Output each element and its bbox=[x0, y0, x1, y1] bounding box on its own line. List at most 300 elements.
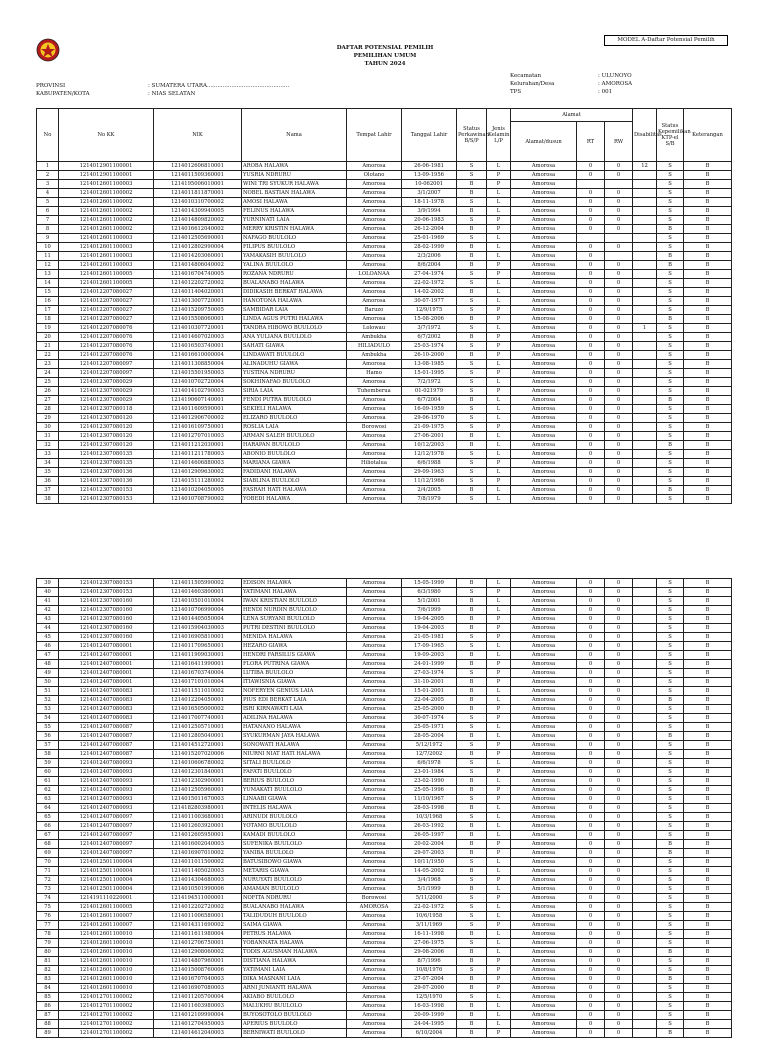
cell-no: 78 bbox=[37, 930, 59, 939]
cell-jenis-kelamin: L bbox=[487, 297, 511, 306]
cell-nama: KAMADI BUULOLO bbox=[242, 831, 347, 840]
model-label: MODEL A-Daftar Potensial Pemilih bbox=[604, 35, 728, 46]
cell-status-ktp: S bbox=[657, 243, 684, 252]
cell-disabilitas bbox=[633, 615, 657, 624]
cell-tempat-lahir: Amorosa bbox=[347, 687, 402, 696]
cell-jenis-kelamin: L bbox=[487, 432, 511, 441]
table-row bbox=[37, 759, 732, 768]
cell-tanggal-lahir: 12/9/1975 bbox=[402, 306, 457, 315]
cell-disabilitas bbox=[633, 588, 657, 597]
cell-nik: 1214016505000002 bbox=[154, 705, 242, 714]
cell-no: 63 bbox=[37, 795, 59, 804]
cell-nokk: 1214012601100002 bbox=[59, 198, 154, 207]
cell-alamat-dusun: Amorosa bbox=[511, 288, 577, 297]
cell-status-ktp: S bbox=[657, 651, 684, 660]
cell-keterangan: B bbox=[684, 768, 732, 777]
cell-tempat-lahir: Amorosa bbox=[347, 795, 402, 804]
cell-status-ktp: S bbox=[657, 768, 684, 777]
cell-rt: 0 bbox=[577, 369, 605, 378]
cell-rw: 0 bbox=[605, 198, 633, 207]
table-row bbox=[37, 948, 732, 957]
cell-nik: 1214015209750005 bbox=[154, 306, 242, 315]
cell-rw: 0 bbox=[605, 432, 633, 441]
cell-rt: 0 bbox=[577, 849, 605, 858]
cell-rw: 0 bbox=[605, 813, 633, 822]
cell-no: 3 bbox=[37, 180, 59, 189]
cell-no: 50 bbox=[37, 678, 59, 687]
cell-status-ktp: S bbox=[657, 669, 684, 678]
cell-keterangan: B bbox=[684, 333, 732, 342]
cell-jenis-kelamin: L bbox=[487, 687, 511, 696]
cell-rt: 0 bbox=[577, 297, 605, 306]
cell-nokk: 1214012407080093 bbox=[59, 777, 154, 786]
cell-status-perkawinan: B bbox=[457, 984, 487, 993]
cell-tempat-lahir: Amorosa bbox=[347, 993, 402, 1002]
cell-status-ktp: S bbox=[657, 387, 684, 396]
cell-no: 42 bbox=[37, 606, 59, 615]
table-row bbox=[37, 441, 732, 450]
cell-tanggal-lahir: 8/6/2004 bbox=[402, 261, 457, 270]
cell-status-ktp: S bbox=[657, 171, 684, 180]
table-row bbox=[37, 903, 732, 912]
table-row bbox=[37, 885, 732, 894]
cell-nokk: 1214012601100005 bbox=[59, 279, 154, 288]
cell-status-ktp: B bbox=[657, 975, 684, 984]
table-row bbox=[37, 795, 732, 804]
cell-nik: 1214014203060001 bbox=[154, 252, 242, 261]
cell-tanggal-lahir: 25-05-1971 bbox=[402, 723, 457, 732]
cell-alamat-dusun: Amorosa bbox=[511, 405, 577, 414]
kecamatan-value: : ULUNOYO bbox=[598, 73, 632, 79]
cell-nama: YOBEDI HALAWA bbox=[242, 495, 347, 504]
cell-jenis-kelamin: P bbox=[487, 975, 511, 984]
cell-no: 1 bbox=[37, 162, 59, 171]
cell-rw: 0 bbox=[605, 750, 633, 759]
cell-disabilitas bbox=[633, 930, 657, 939]
cell-rt: 0 bbox=[577, 813, 605, 822]
cell-no: 73 bbox=[37, 885, 59, 894]
cell-nik: 1214011006580001 bbox=[154, 912, 242, 921]
cell-tempat-lahir: Amorosa bbox=[347, 768, 402, 777]
table-row bbox=[37, 642, 732, 651]
cell-nokk: 1214012601100007 bbox=[59, 912, 154, 921]
cell-tanggal-lahir: 18-11-1978 bbox=[402, 198, 457, 207]
document-title bbox=[300, 44, 470, 68]
cell-status-ktp: S bbox=[657, 234, 684, 243]
cell-rt: 0 bbox=[577, 405, 605, 414]
cell-disabilitas bbox=[633, 252, 657, 261]
cell-tempat-lahir: Amorosa bbox=[347, 642, 402, 651]
cell-rw: 0 bbox=[605, 885, 633, 894]
cell-status-ktp: S bbox=[657, 351, 684, 360]
cell-nokk: 1214012601100003 bbox=[59, 180, 154, 189]
cell-tanggal-lahir: 6/10/2004 bbox=[402, 1029, 457, 1038]
cell-rt: 0 bbox=[577, 351, 605, 360]
cell-disabilitas bbox=[633, 705, 657, 714]
cell-nama: LENA SURYANI BUULOLO bbox=[242, 615, 347, 624]
cell-status-perkawinan: S bbox=[457, 405, 487, 414]
cell-rt: 0 bbox=[577, 705, 605, 714]
cell-tanggal-lahir: 7/6/1999 bbox=[402, 606, 457, 615]
cell-no: 60 bbox=[37, 768, 59, 777]
cell-rw: 0 bbox=[605, 993, 633, 1002]
cell-status-ktp: S bbox=[657, 405, 684, 414]
cell-nik: 1214011505990002 bbox=[154, 579, 242, 588]
cell-nama: ALINADUHU GIAWA bbox=[242, 360, 347, 369]
cell-status-ktp: S bbox=[657, 597, 684, 606]
cell-tanggal-lahir: 22-02-1972 bbox=[402, 903, 457, 912]
cell-jenis-kelamin: L bbox=[487, 495, 511, 504]
cell-nokk: 1214012601100010 bbox=[59, 939, 154, 948]
cell-status-ktp: S bbox=[657, 162, 684, 171]
cell-status-perkawinan: B bbox=[457, 180, 487, 189]
table-row bbox=[37, 606, 732, 615]
cell-tempat-lahir: Amorosa bbox=[347, 252, 402, 261]
cell-disabilitas bbox=[633, 768, 657, 777]
cell-nama: ELIZARO BUULOLO bbox=[242, 414, 347, 423]
cell-alamat-dusun: Amorosa bbox=[511, 216, 577, 225]
cell-nama: LINDAWATI BUULOLO bbox=[242, 351, 347, 360]
cell-tempat-lahir: Lolowau bbox=[347, 324, 402, 333]
cell-nik: 1214182803980001 bbox=[154, 804, 242, 813]
cell-tempat-lahir: Amorosa bbox=[347, 1011, 402, 1020]
cell-alamat-dusun: Amorosa bbox=[511, 486, 577, 495]
cell-keterangan: B bbox=[684, 777, 732, 786]
cell-jenis-kelamin: P bbox=[487, 615, 511, 624]
cell-alamat-dusun: Amorosa bbox=[511, 642, 577, 651]
cell-status-ktp: B bbox=[657, 225, 684, 234]
cell-tempat-lahir: Amorosa bbox=[347, 885, 402, 894]
cell-rw: 0 bbox=[605, 633, 633, 642]
cell-status-perkawinan: B bbox=[457, 1020, 487, 1029]
cell-status-perkawinan: S bbox=[457, 795, 487, 804]
cell-rt: 0 bbox=[577, 414, 605, 423]
cell-jenis-kelamin: L bbox=[487, 279, 511, 288]
cell-rt: 0 bbox=[577, 966, 605, 975]
table-row bbox=[37, 1029, 732, 1038]
cell-alamat-dusun: Amorosa bbox=[511, 342, 577, 351]
cell-nokk: 1214012407080083 bbox=[59, 705, 154, 714]
table-row bbox=[37, 597, 732, 606]
cell-status-perkawinan: S bbox=[457, 162, 487, 171]
cell-status-ktp: S bbox=[657, 642, 684, 651]
cell-alamat-dusun: Amorosa bbox=[511, 939, 577, 948]
cell-rw: 0 bbox=[605, 948, 633, 957]
table-row bbox=[37, 624, 732, 633]
cell-tanggal-lahir: 6/3/1980 bbox=[402, 588, 457, 597]
cell-no: 75 bbox=[37, 903, 59, 912]
cell-status-ktp: S bbox=[657, 705, 684, 714]
cell-no: 13 bbox=[37, 270, 59, 279]
cell-nik: 1214016503740001 bbox=[154, 342, 242, 351]
cell-disabilitas bbox=[633, 642, 657, 651]
cell-no: 80 bbox=[37, 948, 59, 957]
table-row bbox=[37, 804, 732, 813]
cell-disabilitas bbox=[633, 696, 657, 705]
cell-nama: PUTRI DESTINI BUULOLO bbox=[242, 624, 347, 633]
cell-jenis-kelamin: L bbox=[487, 597, 511, 606]
cell-rw: 0 bbox=[605, 804, 633, 813]
cell-tanggal-lahir: 3/9/1994 bbox=[402, 207, 457, 216]
cell-nik: 1214012302900001 bbox=[154, 777, 242, 786]
cell-no: 49 bbox=[37, 669, 59, 678]
cell-tanggal-lahir: 29-06-1970 bbox=[402, 414, 457, 423]
cell-no: 45 bbox=[37, 633, 59, 642]
cell-disabilitas bbox=[633, 867, 657, 876]
cell-disabilitas bbox=[633, 360, 657, 369]
cell-no: 35 bbox=[37, 468, 59, 477]
table-row bbox=[37, 849, 732, 858]
cell-rw: 0 bbox=[605, 696, 633, 705]
cell-rt: 0 bbox=[577, 660, 605, 669]
cell-tanggal-lahir: 28-02-1999 bbox=[402, 243, 457, 252]
cell-nokk: 1214012601100010 bbox=[59, 984, 154, 993]
cell-status-ktp: B bbox=[657, 849, 684, 858]
col-keterangan: Keterangan bbox=[684, 109, 732, 162]
table-row bbox=[37, 297, 732, 306]
cell-alamat-dusun: Amorosa bbox=[511, 606, 577, 615]
cell-rw: 0 bbox=[605, 297, 633, 306]
cell-tempat-lahir: Amorosa bbox=[347, 777, 402, 786]
cell-tempat-lahir: Amorosa bbox=[347, 849, 402, 858]
cell-disabilitas bbox=[633, 993, 657, 1002]
cell-jenis-kelamin: L bbox=[487, 414, 511, 423]
cell-status-ktp: S bbox=[657, 795, 684, 804]
cell-no: 28 bbox=[37, 405, 59, 414]
cell-nama: ADILINA HALAWA bbox=[242, 714, 347, 723]
cell-no: 72 bbox=[37, 876, 59, 885]
cell-no: 51 bbox=[37, 687, 59, 696]
cell-nama: SAHATI GIAWA bbox=[242, 342, 347, 351]
cell-status-ktp: S bbox=[657, 750, 684, 759]
cell-nama: DIDIKASIH BERKAT HALAWA bbox=[242, 288, 347, 297]
cell-no: 48 bbox=[37, 660, 59, 669]
cell-alamat-dusun: Amorosa bbox=[511, 912, 577, 921]
cell-status-ktp: S bbox=[657, 369, 684, 378]
cell-tempat-lahir: Amorosa bbox=[347, 297, 402, 306]
table-row bbox=[37, 306, 732, 315]
cell-nokk: 1214012307080029 bbox=[59, 378, 154, 387]
cell-jenis-kelamin: P bbox=[487, 477, 511, 486]
cell-status-perkawinan: S bbox=[457, 759, 487, 768]
cell-keterangan: B bbox=[684, 477, 732, 486]
cell-nama: MALUKHU BUULOLO bbox=[242, 1002, 347, 1011]
cell-disabilitas bbox=[633, 432, 657, 441]
cell-nokk: 1214012601100002 bbox=[59, 225, 154, 234]
cell-rt: 0 bbox=[577, 993, 605, 1002]
cell-status-perkawinan: S bbox=[457, 939, 487, 948]
kelurahan-value: : AMOROSA bbox=[598, 81, 633, 87]
cell-keterangan: B bbox=[684, 234, 732, 243]
table-row bbox=[37, 651, 732, 660]
cell-alamat-dusun: Amorosa bbox=[511, 651, 577, 660]
cell-nokk: 1214012601100007 bbox=[59, 921, 154, 930]
cell-status-perkawinan: B bbox=[457, 822, 487, 831]
cell-tempat-lahir: Amorosa bbox=[347, 741, 402, 750]
cell-status-perkawinan: B bbox=[457, 651, 487, 660]
cell-status-perkawinan: S bbox=[457, 588, 487, 597]
cell-tanggal-lahir: 29-07-2003 bbox=[402, 849, 457, 858]
cell-disabilitas bbox=[633, 975, 657, 984]
cell-status-ktp: S bbox=[657, 903, 684, 912]
cell-no: 87 bbox=[37, 1011, 59, 1020]
cell-tanggal-lahir: 27-06-1975 bbox=[402, 939, 457, 948]
cell-nik: 1214015011670003 bbox=[154, 795, 242, 804]
cell-nokk: 1214012701100002 bbox=[59, 1002, 154, 1011]
cell-jenis-kelamin: P bbox=[487, 351, 511, 360]
cell-jenis-kelamin: L bbox=[487, 189, 511, 198]
cell-tanggal-lahir: 5/1/2001 bbox=[402, 597, 457, 606]
cell-tempat-lahir: Borowosi bbox=[347, 423, 402, 432]
cell-tempat-lahir: Amorosa bbox=[347, 750, 402, 759]
cell-rt: 0 bbox=[577, 198, 605, 207]
cell-tempat-lahir: Amorosa bbox=[347, 207, 402, 216]
cell-tanggal-lahir: 14-02-2002 bbox=[402, 288, 457, 297]
cell-rt: 0 bbox=[577, 441, 605, 450]
cell-nokk: 1214012207080097 bbox=[59, 369, 154, 378]
cell-jenis-kelamin: P bbox=[487, 957, 511, 966]
cell-disabilitas bbox=[633, 450, 657, 459]
table-row bbox=[37, 750, 732, 759]
cell-nik: 1214012505710001 bbox=[154, 723, 242, 732]
cell-status-perkawinan: S bbox=[457, 198, 487, 207]
cell-jenis-kelamin: L bbox=[487, 696, 511, 705]
table-row bbox=[37, 369, 732, 378]
cell-nokk: 1214012701100002 bbox=[59, 1029, 154, 1038]
cell-status-perkawinan: S bbox=[457, 723, 487, 732]
cell-nik: 1214010204050005 bbox=[154, 486, 242, 495]
cell-keterangan: B bbox=[684, 243, 732, 252]
cell-tempat-lahir: Amorosa bbox=[347, 633, 402, 642]
cell-status-perkawinan: S bbox=[457, 768, 487, 777]
cell-keterangan: B bbox=[684, 1011, 732, 1020]
cell-nik: 1214016905810001 bbox=[154, 633, 242, 642]
cell-rt: 0 bbox=[577, 216, 605, 225]
cell-rw: 0 bbox=[605, 369, 633, 378]
cell-rt: 0 bbox=[577, 750, 605, 759]
cell-status-perkawinan: S bbox=[457, 813, 487, 822]
cell-keterangan: B bbox=[684, 993, 732, 1002]
cell-no: 88 bbox=[37, 1020, 59, 1029]
table-row bbox=[37, 495, 732, 504]
cell-nokk: 1214012601100002 bbox=[59, 207, 154, 216]
cell-no: 61 bbox=[37, 777, 59, 786]
provinsi-value: : SUMATERA UTARA............................................... bbox=[148, 83, 290, 89]
cell-jenis-kelamin: L bbox=[487, 822, 511, 831]
cell-nokk: 1214012407080093 bbox=[59, 759, 154, 768]
cell-status-ktp: S bbox=[657, 885, 684, 894]
cell-nokk: 1214012407080083 bbox=[59, 696, 154, 705]
cell-status-perkawinan: B bbox=[457, 957, 487, 966]
cell-no: 54 bbox=[37, 714, 59, 723]
table-row bbox=[37, 252, 732, 261]
cell-keterangan: B bbox=[684, 297, 732, 306]
cell-tanggal-lahir: 6/6/1988 bbox=[402, 459, 457, 468]
cell-disabilitas bbox=[633, 1002, 657, 1011]
table-row bbox=[37, 867, 732, 876]
cell-nokk: 1214012207080027 bbox=[59, 306, 154, 315]
cell-disabilitas bbox=[633, 741, 657, 750]
cell-alamat-dusun: Amorosa bbox=[511, 414, 577, 423]
cell-rw: 0 bbox=[605, 903, 633, 912]
cell-rt: 0 bbox=[577, 423, 605, 432]
cell-nama: FLORA PUTRINA GIAWA bbox=[242, 660, 347, 669]
cell-jenis-kelamin: L bbox=[487, 486, 511, 495]
cell-disabilitas bbox=[633, 261, 657, 270]
cell-keterangan: B bbox=[684, 696, 732, 705]
cell-no: 81 bbox=[37, 957, 59, 966]
cell-nokk: 1214012407080097 bbox=[59, 822, 154, 831]
cell-rw: 0 bbox=[605, 360, 633, 369]
cell-disabilitas bbox=[633, 660, 657, 669]
cell-status-perkawinan: S bbox=[457, 360, 487, 369]
cell-disabilitas bbox=[633, 333, 657, 342]
cell-disabilitas bbox=[633, 387, 657, 396]
cell-nama: PIUS EDI BERKAT LAIA bbox=[242, 696, 347, 705]
cell-tanggal-lahir: 11/10/1967 bbox=[402, 795, 457, 804]
cell-jenis-kelamin: L bbox=[487, 885, 511, 894]
cell-nik: 1214012606810001 bbox=[154, 162, 242, 171]
cell-rw: 0 bbox=[605, 732, 633, 741]
table-row bbox=[37, 423, 732, 432]
cell-rw: 0 bbox=[605, 831, 633, 840]
cell-rw: 0 bbox=[605, 396, 633, 405]
cell-jenis-kelamin: L bbox=[487, 1020, 511, 1029]
cell-disabilitas bbox=[633, 423, 657, 432]
cell-disabilitas bbox=[633, 468, 657, 477]
cell-nama: MENIDA HALAWA bbox=[242, 633, 347, 642]
cell-no: 6 bbox=[37, 207, 59, 216]
cell-tanggal-lahir: 12/7/2002 bbox=[402, 750, 457, 759]
cell-nokk: 1214012901100001 bbox=[59, 162, 154, 171]
cell-nokk: 1214012407080097 bbox=[59, 840, 154, 849]
table-row bbox=[37, 768, 732, 777]
cell-nama: ARNI JUNIANTI HALAWA bbox=[242, 984, 347, 993]
cell-jenis-kelamin: L bbox=[487, 207, 511, 216]
cell-keterangan: B bbox=[684, 912, 732, 921]
cell-jenis-kelamin: P bbox=[487, 921, 511, 930]
cell-nik: 1214012204050001 bbox=[154, 696, 242, 705]
cell-nama: LINAABI GIAWA bbox=[242, 795, 347, 804]
cell-status-ktp: S bbox=[657, 615, 684, 624]
cell-tanggal-lahir: 27-03-1974 bbox=[402, 669, 457, 678]
cell-tanggal-lahir: 19-04-2003 bbox=[402, 624, 457, 633]
cell-jenis-kelamin: L bbox=[487, 468, 511, 477]
cell-nama: YATIMANI HALAWA bbox=[242, 588, 347, 597]
cell-alamat-dusun: Amorosa bbox=[511, 234, 577, 243]
voter-table-page-1 bbox=[36, 108, 732, 504]
cell-no: 86 bbox=[37, 1002, 59, 1011]
cell-keterangan: B bbox=[684, 423, 732, 432]
col-nama: Nama bbox=[242, 109, 347, 162]
cell-no: 30 bbox=[37, 423, 59, 432]
cell-keterangan: B bbox=[684, 939, 732, 948]
cell-disabilitas bbox=[633, 171, 657, 180]
cell-tempat-lahir: Amorosa bbox=[347, 921, 402, 930]
cell-nik: 1214190607140001 bbox=[154, 396, 242, 405]
cell-status-perkawinan: S bbox=[457, 966, 487, 975]
table-row bbox=[37, 1002, 732, 1011]
cell-rt: 0 bbox=[577, 939, 605, 948]
cell-rw: 0 bbox=[605, 324, 633, 333]
cell-no: 39 bbox=[37, 579, 59, 588]
cell-rw: 0 bbox=[605, 597, 633, 606]
cell-keterangan: B bbox=[684, 324, 732, 333]
table-row bbox=[37, 477, 732, 486]
table-row bbox=[37, 678, 732, 687]
cell-status-ktp: B bbox=[657, 1029, 684, 1038]
cell-no: 17 bbox=[37, 306, 59, 315]
